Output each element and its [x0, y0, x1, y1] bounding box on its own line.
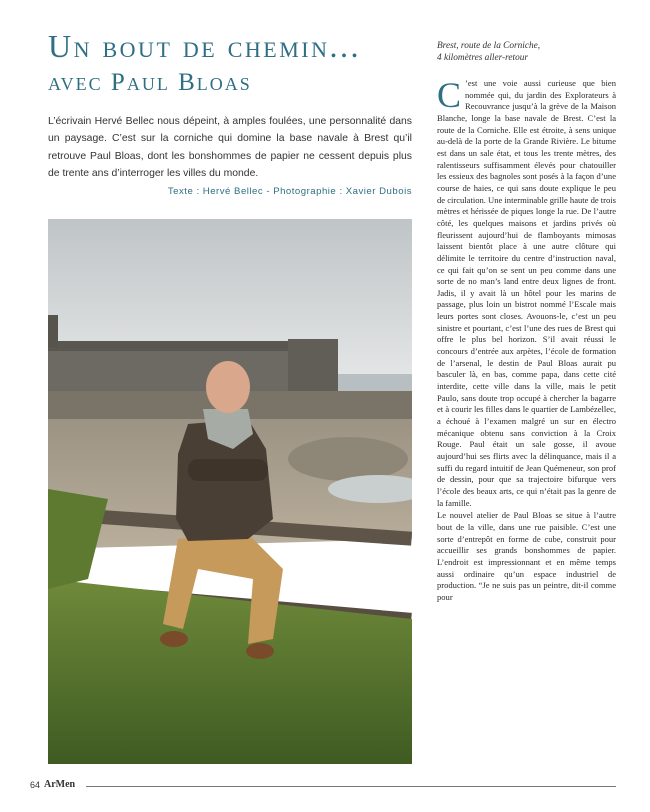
paragraph-1-text: ’est une voie aussi curieuse que bien nommée qui, du jardin des Explorateurs à Recouvrance jusqu’à la grève de la Maison Blanche, longe la base navale de Brest. C’est la route de la Corniche. Elle est étroite, à sens unique au-delà de la porte de la Grande Rivière. Le bitume est dans un sale état, et tous les trente mètres, des ralentisseurs suffisamment élevés pour chatouiller les essieux des bagnoles sont posés à la façon d’une course de haies, ce qui sans doute explique le peu de circulation. Une interminable grille haute de trois mètres et hérissée de piques longe la rue. De l’autre côté, les quelques maisons et jardins privés où fleurissent aujourd’hui de flamboyants mimosas laissent bientôt place à une autre clôture qui délimite le territoire du centre d’instruction naval, ce qui fait qu’on se sent un peu comme dans une sorte de no man’s land entre deux lignes de front. Jadis, il y avait là un hôtel pour les marins de passage, plus loin un bistrot nommé l’Escale mais leurs portes sont closes. Avouons-le, c’est un peu sinistre et pourtant, c’est l’une des rues de Brest qui offre le plus bel horizon. S’il avait réussi le concours d’entrée aux arpètes, l’école de formation de l’arsenal, le destin de Paul Bloas aurait pu basculer là, en bas, comme papa, dans cette cité interdite, cette ville dans la ville, mais le petit Paulo, sans doute trop occupé à chercher la bagarre et à courir les filles dans le quartier de Lambézellec, a échoué à l’examen malgré un sur en électro mécanique obtenu sans conviction à la Croix Rouge. Paul était un sale gosse, il avoue aujourd’hui ses flirts avec la délinquance, mais il a suffi du regard intuitif de Jean Quémeneur, son prof de dessin, pour que sa trajectoire bifurque vers l’école des beaux arts, ce qui n’était pas la genre de la famille.: [437, 78, 616, 508]
caption-line2: 4 kilomètres aller-retour: [437, 53, 529, 63]
page-number: 64: [30, 780, 41, 790]
route-caption: [437, 40, 617, 64]
article-body: [437, 78, 616, 768]
article-title-line2: avec Paul Bloas: [48, 69, 252, 96]
article-credit: Texte : Hervé Bellec - Photographie : Xavier Dubois: [167, 186, 412, 197]
caption-line1: Brest, route de la Corniche,: [437, 41, 541, 51]
article-intro: L’écrivain Hervé Bellec nous dépeint, à amples foulées, une personnalité dans un paysage. C’est sur la corniche qui domine la base navale à Brest qu’il retrouve Paul Bloas, dont les bonshommes de papier ne cessent depuis plus de trente ans d’interroger les villes du monde.: [48, 116, 412, 180]
drop-cap: C: [437, 78, 462, 115]
magazine-logo: ArMen: [44, 779, 76, 790]
article-title-line1: Un bout de chemin...: [48, 28, 361, 64]
portrait-illustration: [48, 219, 412, 764]
article-paragraph-2: Le nouvel atelier de Paul Bloas se situe à l’autre bout de la ville, dans une rue paisible. C’est une sorte d’entrepôt en forme de cube, construit pour accueillir ses grands bonshommes de papier. L’endroit est impressionnant et en même temps aussi ordinaire qu’un espace industriel de production. “Je ne suis pas un peintre, dit-il comme pour: [437, 510, 616, 602]
portrait-photo: [48, 219, 412, 764]
footer-divider: [86, 786, 616, 787]
article-paragraph-1: [437, 78, 616, 509]
